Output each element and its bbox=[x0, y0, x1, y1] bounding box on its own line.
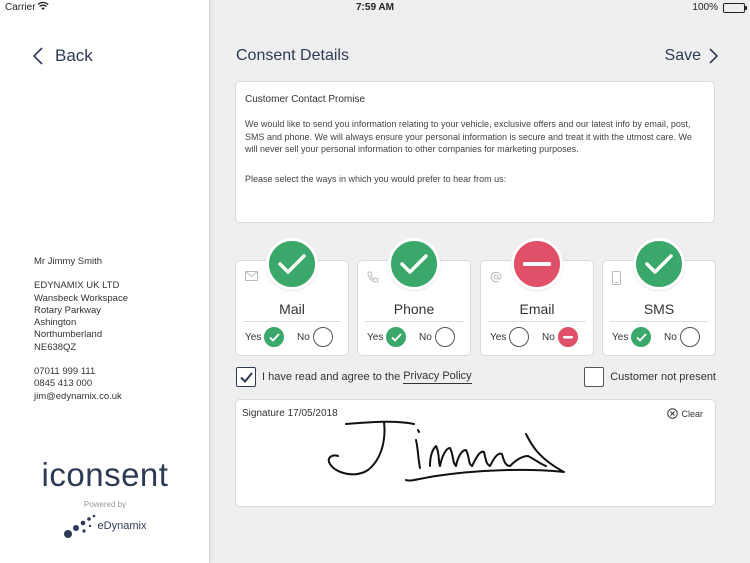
privacy-agree-text: I have read and agree to the bbox=[262, 371, 401, 383]
email-no-option[interactable] bbox=[542, 327, 578, 347]
email-yes-option[interactable] bbox=[490, 327, 529, 347]
phone-number: 07011 999 111 bbox=[34, 366, 96, 378]
radio-checked-icon[interactable] bbox=[386, 327, 406, 347]
branding bbox=[0, 456, 210, 539]
promise-body: We would like to send you information relating to your vehicle, exclusive offers and our latest info by email, post, SMS and phone. We will always ensure your personal information is secure and treat it with the utmost care. We will never sell your personal information to other companies for marketing purposes. bbox=[245, 119, 692, 154]
back-label: Back bbox=[55, 46, 93, 65]
at-icon bbox=[490, 271, 502, 283]
radio-checked-icon[interactable] bbox=[631, 327, 651, 347]
phone-icon bbox=[367, 271, 379, 283]
phone-no-option[interactable] bbox=[419, 327, 455, 347]
no-label: No bbox=[297, 331, 310, 343]
iconsent-logo: iconsent bbox=[41, 456, 169, 493]
customer-not-present-checkbox[interactable] bbox=[584, 367, 604, 387]
minus-badge-icon bbox=[511, 238, 563, 290]
dots-icon bbox=[64, 513, 98, 539]
address-line: Ashington bbox=[34, 317, 77, 329]
radio-empty-icon[interactable] bbox=[680, 327, 700, 347]
edynamix-logo bbox=[0, 513, 210, 539]
address-line: Rotary Parkway bbox=[34, 304, 102, 316]
save-button[interactable] bbox=[665, 47, 718, 65]
customer-not-present-text: Customer not present bbox=[610, 371, 716, 383]
back-button[interactable] bbox=[33, 46, 93, 66]
check-badge-icon bbox=[388, 238, 440, 290]
channel-card-email bbox=[480, 260, 594, 356]
no-label: No bbox=[419, 331, 432, 343]
promise-select-text: Please select the ways in which you would prefer to hear from us: bbox=[245, 174, 507, 185]
battery-icon bbox=[723, 3, 745, 13]
sms-no-option[interactable] bbox=[664, 327, 700, 347]
channel-card-mail bbox=[235, 260, 349, 356]
privacy-policy-link[interactable]: Privacy Policy bbox=[403, 370, 472, 382]
promise-heading: Customer Contact Promise bbox=[245, 94, 366, 105]
battery-percent: 100% bbox=[692, 2, 718, 13]
clear-label: Clear bbox=[681, 408, 703, 419]
channel-label: Mail bbox=[279, 301, 305, 317]
sidebar bbox=[0, 0, 210, 563]
check-badge-icon bbox=[633, 238, 685, 290]
customer-not-present-row bbox=[584, 367, 716, 387]
address-line: Wansbeck Workspace bbox=[34, 292, 128, 304]
check-badge-icon bbox=[266, 238, 318, 290]
address-line: EDYNAMIX UK LTD bbox=[34, 280, 120, 292]
phone-yes-option[interactable] bbox=[367, 327, 406, 347]
radio-empty-icon[interactable] bbox=[435, 327, 455, 347]
sms-yes-option[interactable] bbox=[612, 327, 651, 347]
no-label: No bbox=[542, 331, 555, 343]
yes-label: Yes bbox=[245, 331, 262, 343]
save-label: Save bbox=[664, 47, 701, 64]
status-bar bbox=[0, 0, 750, 16]
channel-cards bbox=[235, 238, 716, 356]
signature-pad[interactable] bbox=[235, 399, 716, 507]
page-title: Consent Details bbox=[236, 47, 349, 64]
radio-checked-icon[interactable] bbox=[264, 327, 284, 347]
yes-label: Yes bbox=[490, 331, 507, 343]
channel-label: SMS bbox=[643, 301, 675, 317]
channel-card-phone bbox=[357, 260, 471, 356]
contact-promise-panel bbox=[235, 81, 715, 223]
phone-number: 0845 413 000 bbox=[34, 378, 93, 390]
radio-empty-icon[interactable] bbox=[509, 327, 529, 347]
chevron-left-icon bbox=[33, 47, 43, 65]
email-address: jim@edynamix.co.uk bbox=[34, 390, 122, 402]
yes-label: Yes bbox=[612, 331, 629, 343]
carrier-label: Carrier bbox=[5, 2, 36, 13]
address-line: Northumberland bbox=[34, 329, 103, 341]
privacy-agree-row bbox=[236, 367, 472, 387]
envelope-icon bbox=[245, 271, 258, 281]
powered-by-label: Powered by bbox=[83, 500, 127, 509]
mail-yes-option[interactable] bbox=[245, 327, 284, 347]
no-label: No bbox=[664, 331, 677, 343]
customer-contact bbox=[34, 256, 128, 403]
signature-label: Signature 17/05/2018 bbox=[242, 408, 338, 419]
yes-label: Yes bbox=[367, 331, 384, 343]
address-line: NE638QZ bbox=[34, 341, 77, 353]
close-circle-icon bbox=[667, 408, 678, 419]
mobile-icon bbox=[612, 271, 621, 285]
chevron-right-icon bbox=[709, 48, 718, 64]
radio-empty-icon[interactable] bbox=[313, 327, 333, 347]
edynamix-label: eDynamix bbox=[97, 520, 147, 532]
customer-name: Mr Jimmy Smith bbox=[34, 256, 103, 267]
channel-label: Phone bbox=[393, 301, 435, 317]
channel-card-sms bbox=[602, 260, 716, 356]
clear-signature-button[interactable] bbox=[667, 408, 703, 419]
checkmark-icon bbox=[240, 372, 253, 383]
privacy-agree-checkbox[interactable] bbox=[236, 367, 256, 387]
signature-drawing bbox=[326, 414, 576, 492]
radio-minus-icon[interactable] bbox=[558, 327, 578, 347]
channel-label: Email bbox=[519, 301, 555, 317]
mail-no-option[interactable] bbox=[297, 327, 333, 347]
status-time: 7:59 AM bbox=[356, 2, 394, 13]
